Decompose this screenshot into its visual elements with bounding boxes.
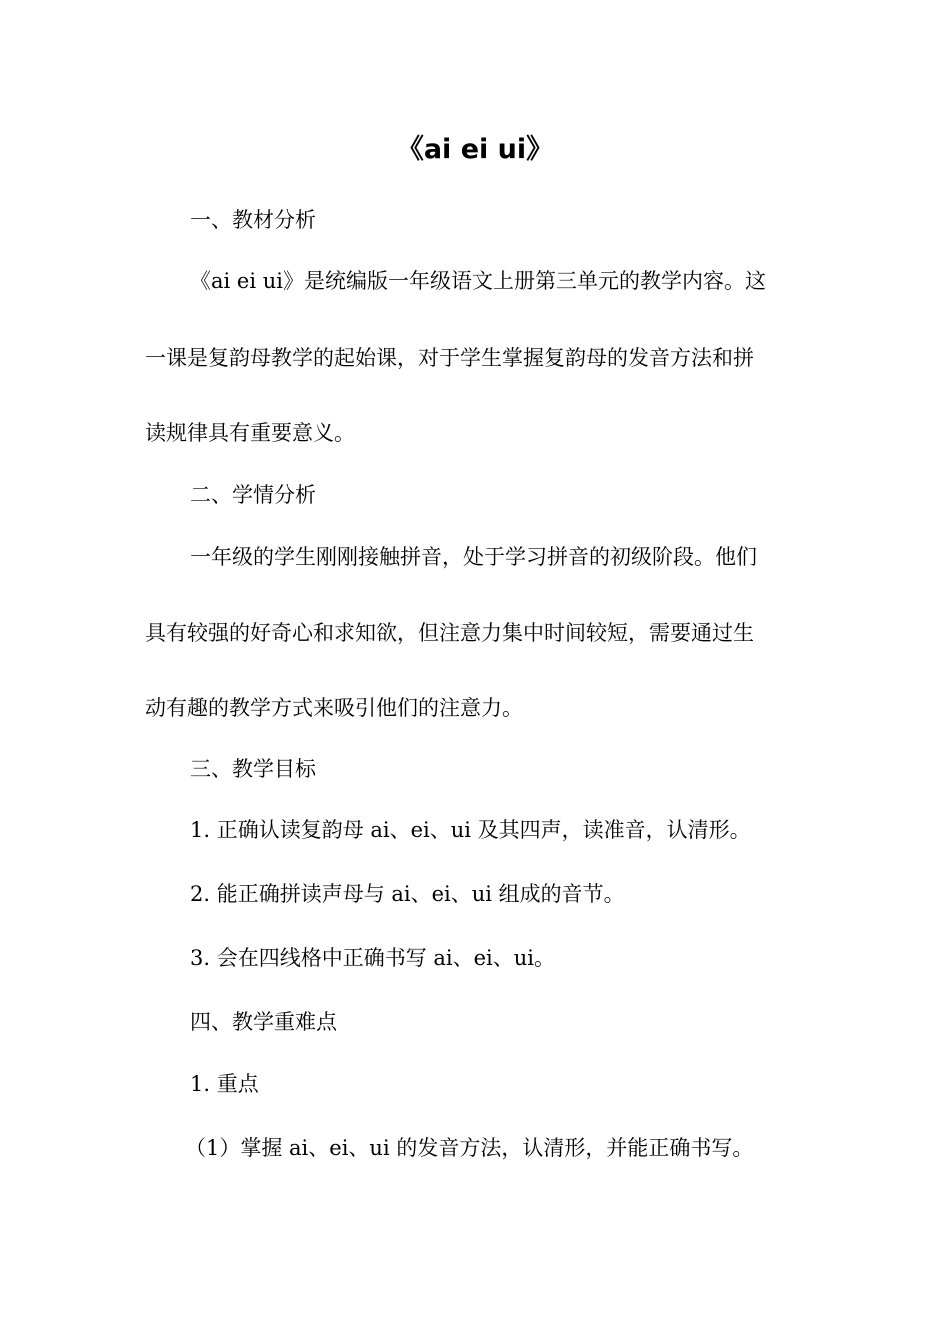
paragraph-line: 一年级的学生刚刚接触拼音，处于学习拼音的初级阶段。他们 [190, 545, 757, 569]
paragraph-line: 一课是复韵母教学的起始课，对于学生掌握复韵母的发音方法和拼 [145, 346, 754, 370]
goal-item: 3. 会在四线格中正确书写 ai、ei、ui。 [190, 946, 556, 970]
paragraph-line: 读规律具有重要意义。 [145, 421, 355, 445]
paragraph-line: 《ai ei ui》是统编版一年级语文上册第三单元的教学内容。这 [190, 269, 766, 293]
key-point-item: （1）掌握 ai、ei、ui 的发音方法，认清形，并能正确书写。 [185, 1136, 754, 1160]
goal-item: 1. 正确认读复韵母 ai、ei、ui 及其四声，读准音，认清形。 [190, 818, 751, 842]
section-heading-teaching-goals: 三、教学目标 [190, 757, 316, 781]
document-title: 《ai ei ui》 [396, 134, 554, 165]
paragraph-line: 具有较强的好奇心和求知欲，但注意力集中时间较短，需要通过生 [145, 621, 754, 645]
goal-item: 2. 能正确拼读声母与 ai、ei、ui 组成的音节。 [190, 882, 625, 906]
subheading-key-points: 1. 重点 [190, 1072, 259, 1096]
section-heading-textbook-analysis: 一、教材分析 [190, 208, 316, 232]
section-heading-key-difficulties: 四、教学重难点 [190, 1010, 337, 1034]
paragraph-line: 动有趣的教学方式来吸引他们的注意力。 [145, 696, 523, 720]
section-heading-student-analysis: 二、学情分析 [190, 483, 316, 507]
